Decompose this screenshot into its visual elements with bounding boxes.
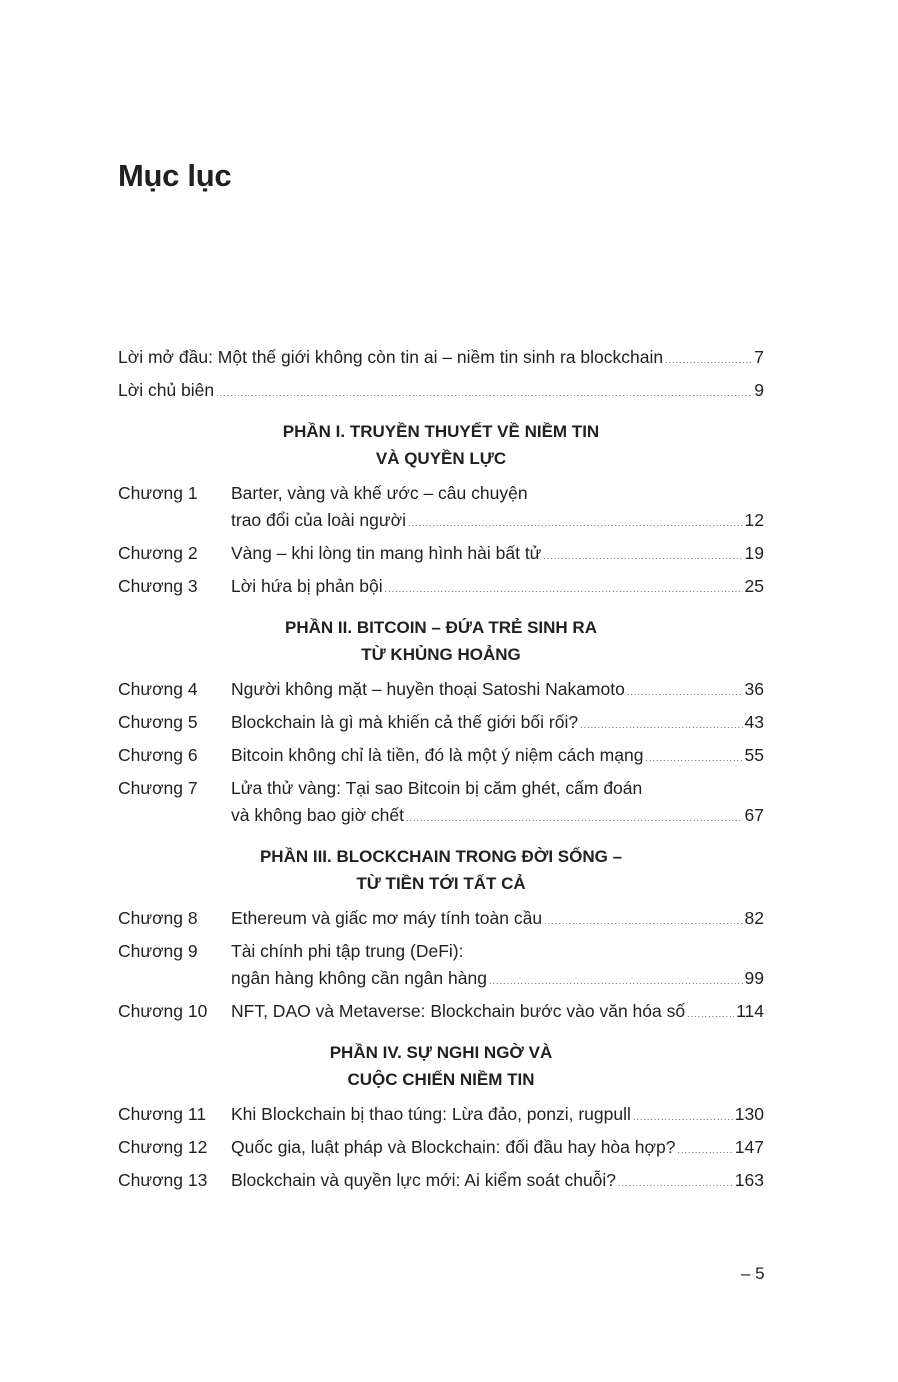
chapter-title-line: Barter, vàng và khế ước – câu chuyện bbox=[231, 483, 528, 503]
chapter-label: Chương 1 bbox=[118, 483, 198, 503]
entry-title: Bitcoin không chỉ là tiền, đó là một ý niệm cách mạng bbox=[231, 745, 644, 765]
chapter-label: Chương 11 bbox=[118, 1104, 207, 1124]
chapter-title-line: Tài chính phi tập trung (DeFi): bbox=[231, 941, 464, 961]
dot-leader bbox=[408, 510, 743, 537]
chapter-body bbox=[231, 477, 764, 537]
part-heading-line: PHẦN II. BITCOIN – ĐỨA TRẺ SINH RA bbox=[285, 618, 597, 637]
chapter-entry[interactable] bbox=[118, 570, 764, 603]
entry-page-number: 99 bbox=[744, 968, 764, 988]
chapter-label: Chương 6 bbox=[118, 745, 198, 765]
entry-title: Khi Blockchain bị thao túng: Lừa đảo, ponzi, rugpull bbox=[231, 1104, 631, 1124]
chapter-title-line: Lửa thử vàng: Tại sao Bitcoin bị căm ghét, cấm đoán bbox=[231, 778, 643, 798]
entry-title: và không bao giờ chết bbox=[231, 805, 404, 825]
part-heading bbox=[118, 1039, 764, 1093]
chapter-label: Chương 10 bbox=[118, 1001, 208, 1021]
part-heading-line: PHẦN III. BLOCKCHAIN TRONG ĐỜI SỐNG – bbox=[259, 847, 623, 866]
chapter-entry[interactable] bbox=[118, 902, 764, 935]
chapter-label: Chương 5 bbox=[118, 712, 198, 732]
entry-title: Blockchain và quyền lực mới: Ai kiểm soát chuỗi? bbox=[231, 1170, 617, 1190]
part-heading-line: PHẦN IV. SỰ NGHI NGỜ VÀ bbox=[329, 1043, 553, 1062]
entry-page-number: 9 bbox=[754, 380, 764, 400]
chapter-body bbox=[231, 706, 764, 739]
page-number: – 5 bbox=[741, 1264, 765, 1283]
entry-page-number: 12 bbox=[744, 510, 764, 530]
chapter-entry[interactable] bbox=[118, 1164, 764, 1197]
chapter-body bbox=[231, 537, 764, 570]
chapter-body bbox=[231, 1164, 764, 1197]
chapter-entry[interactable] bbox=[118, 995, 764, 1028]
chapter-body bbox=[231, 995, 764, 1028]
chapter-entry[interactable] bbox=[118, 706, 764, 739]
chapter-title-line[interactable] bbox=[231, 902, 764, 935]
entry-title: Lời hứa bị phản bội bbox=[231, 576, 383, 596]
table-of-contents bbox=[118, 341, 764, 1197]
chapter-label: Chương 2 bbox=[118, 543, 198, 563]
chapter-entry[interactable] bbox=[118, 537, 764, 570]
entry-page-number: 130 bbox=[734, 1104, 764, 1124]
chapter-title-line[interactable] bbox=[231, 537, 764, 570]
entry-page-number: 147 bbox=[734, 1137, 764, 1157]
chapter-body bbox=[231, 739, 764, 772]
dot-leader bbox=[543, 540, 742, 573]
part-heading bbox=[118, 614, 764, 668]
entry-title: NFT, DAO và Metaverse: Blockchain bước vào văn hóa số bbox=[231, 1001, 686, 1021]
chapter-entry[interactable] bbox=[118, 1098, 764, 1131]
chapter-body bbox=[231, 935, 764, 995]
chapter-title-line[interactable] bbox=[231, 1164, 764, 1197]
chapter-title-last-line[interactable] bbox=[231, 802, 764, 832]
chapter-title-last-line[interactable] bbox=[231, 507, 764, 537]
chapter-label: Chương 3 bbox=[118, 576, 198, 596]
dot-leader bbox=[677, 1134, 732, 1167]
part-heading-line: TỪ TIỀN TỚI TẤT CẢ bbox=[356, 874, 526, 893]
entry-page-number: 82 bbox=[744, 908, 764, 928]
entry-page-number: 114 bbox=[736, 1001, 764, 1021]
dot-leader bbox=[489, 968, 743, 995]
entry-page-number: 19 bbox=[744, 543, 764, 563]
dot-leader bbox=[216, 377, 752, 410]
entry-page-number: 25 bbox=[744, 576, 764, 596]
chapter-title-line[interactable] bbox=[231, 673, 764, 706]
chapter-entry[interactable] bbox=[118, 739, 764, 772]
chapter-label: Chương 12 bbox=[118, 1137, 208, 1157]
chapter-title-line[interactable] bbox=[231, 1098, 764, 1131]
entry-title: Ethereum và giấc mơ máy tính toàn cầu bbox=[231, 908, 543, 928]
chapter-label: Chương 13 bbox=[118, 1170, 208, 1190]
entry-title: Vàng – khi lòng tin mang hình hài bất tử bbox=[231, 543, 542, 563]
dot-leader bbox=[618, 1167, 733, 1200]
entry-page-number: 67 bbox=[744, 805, 764, 825]
chapter-title-line[interactable] bbox=[231, 1131, 764, 1164]
chapter-entry[interactable] bbox=[118, 772, 764, 832]
part-heading bbox=[118, 418, 764, 472]
entry-title: Người không mặt – huyền thoại Satoshi Nakamoto bbox=[231, 679, 625, 699]
entry-page-number: 43 bbox=[744, 712, 764, 732]
dot-leader bbox=[645, 742, 742, 775]
entry-title: Lời chủ biên bbox=[118, 380, 215, 400]
entry-title: Blockchain là gì mà khiến cả thế giới bối rối? bbox=[231, 712, 579, 732]
chapter-title-line[interactable] bbox=[231, 739, 764, 772]
entry-title: Quốc gia, luật pháp và Blockchain: đối đầu hay hòa hợp? bbox=[231, 1137, 676, 1157]
dot-leader bbox=[544, 905, 742, 938]
entry-title: ngân hàng không cần ngân hàng bbox=[231, 968, 487, 988]
dot-leader bbox=[665, 344, 752, 377]
chapter-body bbox=[231, 1098, 764, 1131]
chapter-entry[interactable] bbox=[118, 935, 764, 995]
chapter-title-line[interactable] bbox=[231, 706, 764, 739]
chapter-label: Chương 9 bbox=[118, 941, 198, 961]
chapter-title-last-line[interactable] bbox=[231, 965, 764, 995]
chapter-label: Chương 8 bbox=[118, 908, 198, 928]
chapter-body bbox=[231, 1131, 764, 1164]
part-heading-line: TỪ KHỦNG HOẢNG bbox=[361, 645, 521, 664]
chapter-label: Chương 7 bbox=[118, 778, 198, 798]
chapter-title-line[interactable] bbox=[231, 995, 764, 1028]
entry-page-number: 55 bbox=[744, 745, 764, 765]
dot-leader bbox=[406, 805, 743, 832]
dot-leader bbox=[627, 676, 743, 709]
entry-title: trao đổi của loài người bbox=[231, 510, 406, 530]
chapter-entry[interactable] bbox=[118, 477, 764, 537]
page-title: Mục lục bbox=[118, 158, 232, 193]
part-heading-line: VÀ QUYỀN LỰC bbox=[375, 449, 507, 468]
chapter-body bbox=[231, 673, 764, 706]
dot-leader bbox=[687, 998, 734, 1031]
chapter-entry[interactable] bbox=[118, 1131, 764, 1164]
part-heading-line: CUỘC CHIẾN NIỀM TIN bbox=[347, 1070, 535, 1089]
front-matter-entry[interactable] bbox=[118, 341, 764, 374]
chapter-body bbox=[231, 772, 764, 832]
entry-page-number: 36 bbox=[744, 679, 764, 699]
entry-page-number: 163 bbox=[734, 1170, 764, 1190]
chapter-body bbox=[231, 902, 764, 935]
part-heading-line: PHẦN I. TRUYỀN THUYẾT VỀ NIỀM TIN bbox=[282, 422, 600, 441]
entry-page-number: 7 bbox=[754, 347, 764, 367]
front-matter-entry[interactable] bbox=[118, 374, 764, 407]
chapter-title-line[interactable] bbox=[231, 570, 764, 603]
chapter-entry[interactable] bbox=[118, 673, 764, 706]
dot-leader bbox=[633, 1101, 733, 1134]
chapter-label: Chương 4 bbox=[118, 679, 198, 699]
part-heading bbox=[118, 843, 764, 897]
chapter-body bbox=[231, 570, 764, 603]
dot-leader bbox=[580, 709, 742, 742]
entry-title: Lời mở đầu: Một thế giới không còn tin ai – niềm tin sinh ra blockchain bbox=[118, 347, 664, 367]
dot-leader bbox=[385, 573, 743, 606]
